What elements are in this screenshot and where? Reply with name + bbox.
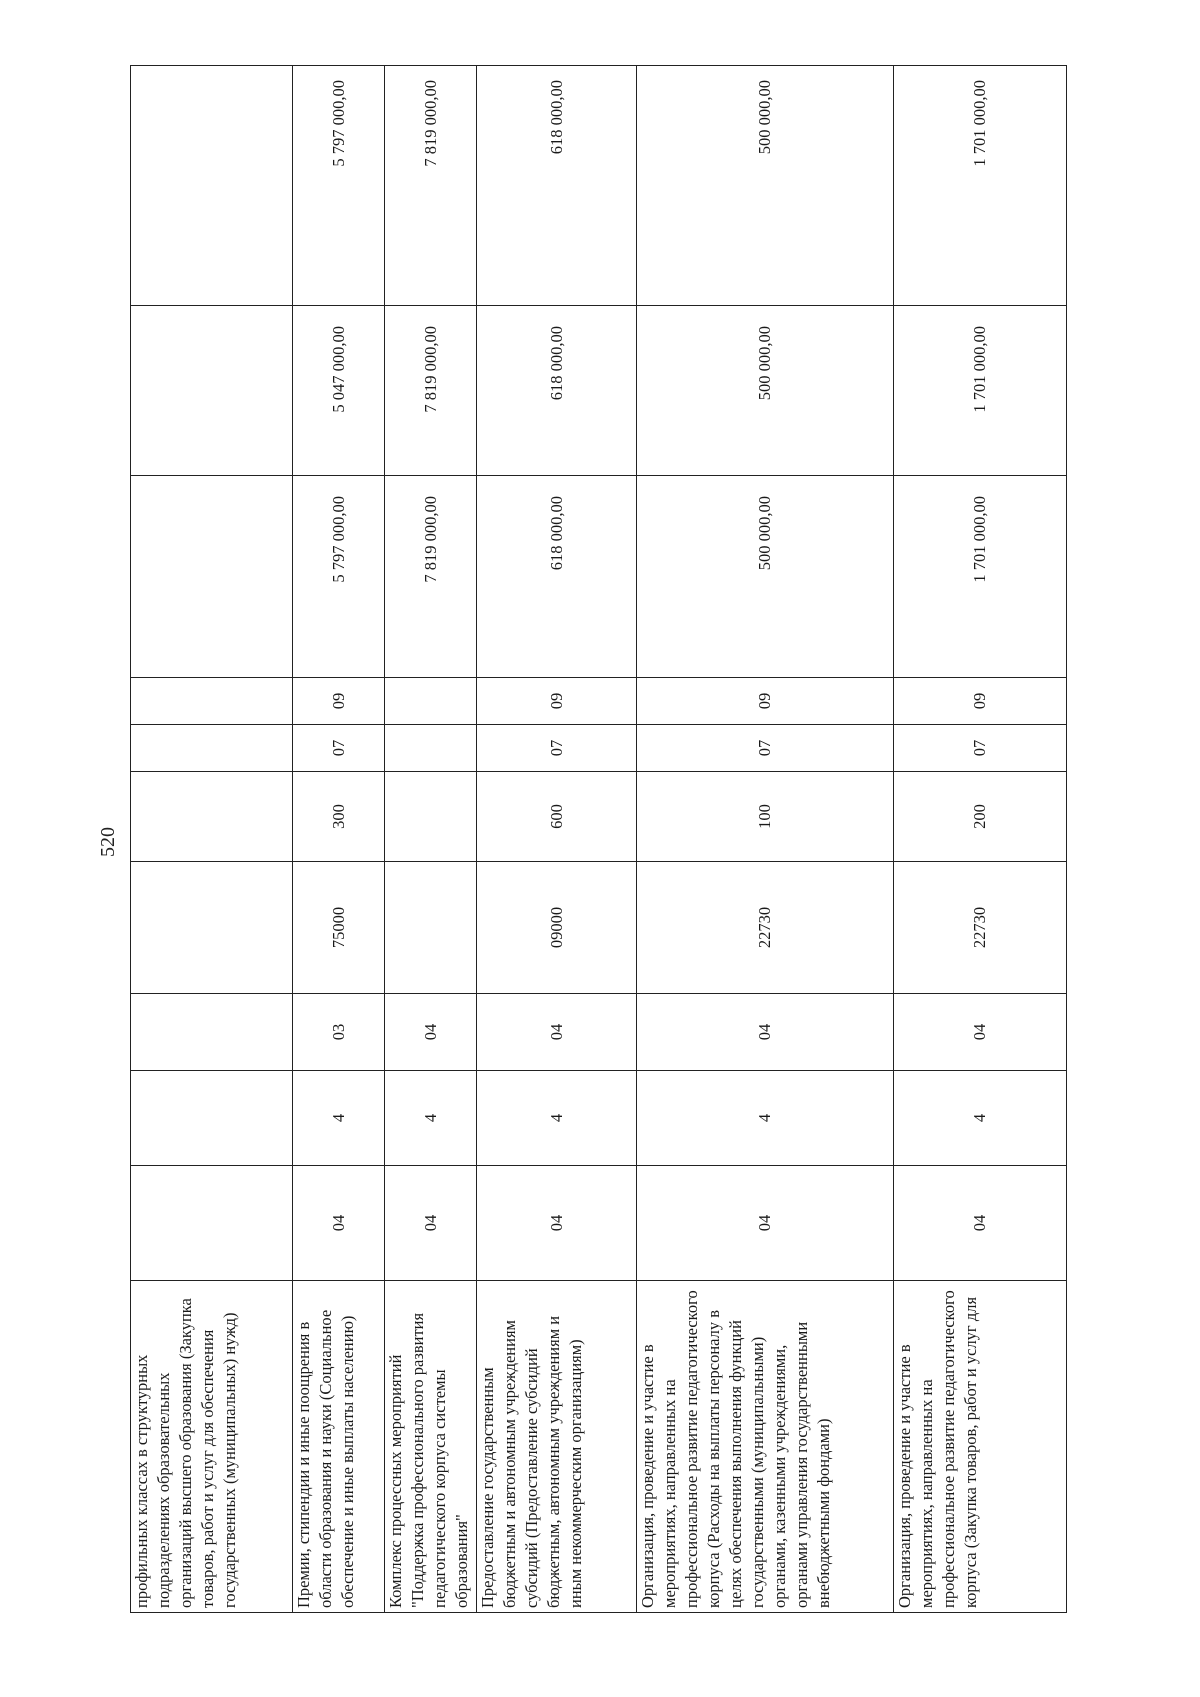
code2-cell: 4 — [637, 1071, 894, 1166]
row-name-cell: профильных классах в структурных подразделениях образовательных организаций высшего образования (Закупка товаров, работ и услуг для обеспечения государственных (муниципальных) нужд) — [131, 1281, 293, 1613]
code4-cell: 22730 — [637, 862, 894, 994]
amount3-cell: 1 701 000,00 — [894, 66, 1067, 306]
amount3-cell: 7 819 000,00 — [385, 66, 477, 306]
code7-cell — [131, 678, 293, 725]
amount1-cell — [131, 476, 293, 678]
amount3-cell: 5 797 000,00 — [293, 66, 385, 306]
code7-cell: 09 — [477, 678, 637, 725]
table-row — [293, 66, 385, 1613]
amount1-cell: 5 797 000,00 — [293, 476, 385, 678]
code5-cell: 600 — [477, 772, 637, 862]
amount1-cell: 1 701 000,00 — [894, 476, 1067, 678]
code2-cell: 4 — [894, 1071, 1067, 1166]
table-row — [477, 66, 637, 1613]
code3-cell: 03 — [293, 994, 385, 1071]
amount2-cell: 618 000,00 — [477, 306, 637, 476]
code2-cell: 4 — [293, 1071, 385, 1166]
amount2-cell: 5 047 000,00 — [293, 306, 385, 476]
code4-cell — [385, 862, 477, 994]
code3-cell: 04 — [894, 994, 1067, 1071]
code4-cell: 75000 — [293, 862, 385, 994]
code7-cell: 09 — [894, 678, 1067, 725]
amount2-cell: 500 000,00 — [637, 306, 894, 476]
code2-cell: 4 — [385, 1071, 477, 1166]
rotated-table-container — [130, 66, 1066, 1613]
code5-cell — [131, 772, 293, 862]
amount3-cell: 500 000,00 — [637, 66, 894, 306]
code5-cell — [385, 772, 477, 862]
amount3-cell: 618 000,00 — [477, 66, 637, 306]
code6-cell: 07 — [477, 725, 637, 772]
amount1-cell: 7 819 000,00 — [385, 476, 477, 678]
code3-cell — [131, 994, 293, 1071]
row-name-cell: Предоставление государственным бюджетным и автономным учреждениям субсидий (Предоставление субсидий бюджетным, автономным учреждениям и иным некоммерческим организациям) — [477, 1281, 637, 1613]
code1-cell: 04 — [477, 1166, 637, 1281]
code3-cell: 04 — [637, 994, 894, 1071]
budget-table — [130, 65, 1067, 1613]
amount3-cell — [131, 66, 293, 306]
row-name-cell: Организация, проведение и участие в мероприятиях, направленных на профессиональное развитие педагогического корпуса (Расходы на выплаты персоналу в целях обеспечения выполнения функций государственными (муниципальными) органами, казенными учреждениями, органами управления государственными внебюджетными фондами) — [637, 1281, 894, 1613]
code6-cell: 07 — [637, 725, 894, 772]
amount2-cell — [131, 306, 293, 476]
table-body — [131, 66, 1067, 1613]
page-number: 520 — [97, 827, 119, 857]
code5-cell: 200 — [894, 772, 1067, 862]
code2-cell: 4 — [477, 1071, 637, 1166]
amount1-cell: 500 000,00 — [637, 476, 894, 678]
code3-cell: 04 — [385, 994, 477, 1071]
code4-cell: 22730 — [894, 862, 1067, 994]
amount1-cell: 618 000,00 — [477, 476, 637, 678]
code4-cell — [131, 862, 293, 994]
table-row — [131, 66, 293, 1613]
row-name-cell: Комплекс процессных мероприятий "Поддержка профессионального развития педагогического корпуса системы образования" — [385, 1281, 477, 1613]
code1-cell: 04 — [894, 1166, 1067, 1281]
code4-cell: 09000 — [477, 862, 637, 994]
code1-cell — [131, 1166, 293, 1281]
code7-cell: 09 — [637, 678, 894, 725]
table-row — [637, 66, 894, 1613]
code1-cell: 04 — [293, 1166, 385, 1281]
row-name-cell: Премии, стипендии и иные поощрения в области образования и науки (Социальное обеспечение и иные выплаты населению) — [293, 1281, 385, 1613]
code1-cell: 04 — [385, 1166, 477, 1281]
row-name-cell: Организация, проведение и участие в мероприятиях, направленных на профессиональное развитие педагогического корпуса (Закупка товаров, работ и услуг для — [894, 1281, 1067, 1613]
amount2-cell: 7 819 000,00 — [385, 306, 477, 476]
code1-cell: 04 — [637, 1166, 894, 1281]
table-row — [894, 66, 1067, 1613]
code7-cell: 09 — [293, 678, 385, 725]
table-row — [385, 66, 477, 1613]
code6-cell — [131, 725, 293, 772]
code6-cell: 07 — [293, 725, 385, 772]
code7-cell — [385, 678, 477, 725]
code6-cell: 07 — [894, 725, 1067, 772]
amount2-cell: 1 701 000,00 — [894, 306, 1067, 476]
code2-cell — [131, 1071, 293, 1166]
code5-cell: 100 — [637, 772, 894, 862]
code3-cell: 04 — [477, 994, 637, 1071]
code5-cell: 300 — [293, 772, 385, 862]
code6-cell — [385, 725, 477, 772]
